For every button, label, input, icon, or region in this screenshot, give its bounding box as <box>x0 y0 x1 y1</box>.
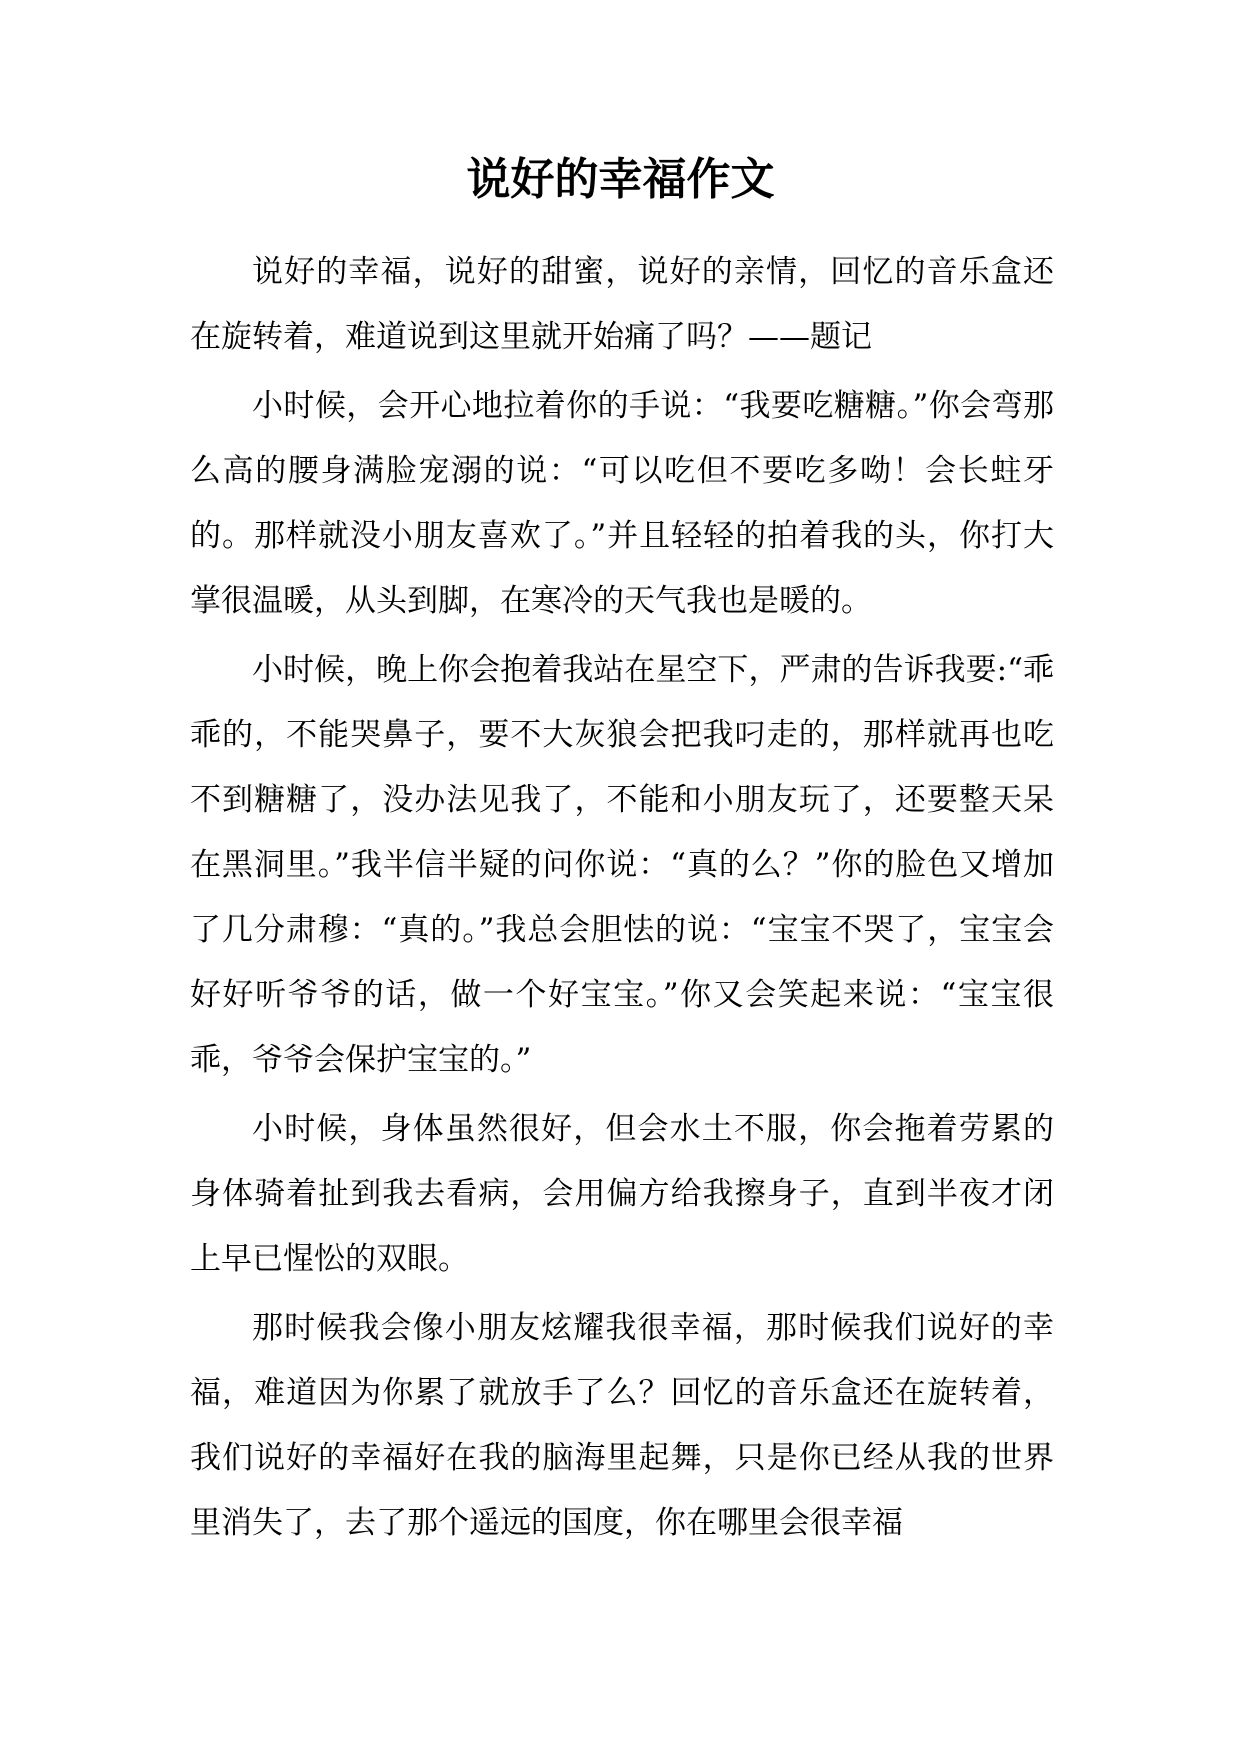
document-title: 说好的幸福作文 <box>466 154 775 205</box>
paragraph-happiness: 那时候我会像小朋友炫耀我很幸福，那时候我们说好的幸福，难道因为你累了就放手了么？回忆的音乐盒还在旋转着，我们说好的幸福好在我的脑海里起舞，只是你已经从我的世界里消失了，去了那个遥远的国度，你在哪里会很幸福 <box>190 1310 1054 1541</box>
paragraph-illness: 小时候，身体虽然很好，但会水土不服，你会拖着劳累的身体骑着扯到我去看病，会用偏方给我擦身子，直到半夜才闭上早已惺忪的双眼。 <box>190 1111 1054 1277</box>
paragraph-candy: 小时候，会开心地拉着你的手说：“我要吃糖糖。”你会弯那么高的腰身满脸宠溺的说：“可以吃但不要吃多呦！会长蛀牙的。那样就没小朋友喜欢了。”并且轻轻的拍着我的头，你打大掌很温暖，从头到脚，在寒冷的天气我也是暖的。 <box>190 388 1054 619</box>
paragraph-starry-sky: 小时候，晚上你会抱着我站在星空下，严肃的告诉我要:“乖乖的，不能哭鼻子，要不大灰狼会把我叼走的，那样就再也吃不到糖糖了，没办法见我了，不能和小朋友玩了，还要整天呆在黑洞里。”我半信半疑的问你说：“真的么？”你的脸色又增加了几分肃穆：“真的。”我总会胆怯的说：“宝宝不哭了，宝宝会好好听爷爷的话，做一个好宝宝。”你又会笑起来说：“宝宝很乖，爷爷会保护宝宝的。” <box>190 652 1054 1078</box>
document-body <box>190 240 1054 1560</box>
paragraph-epigraph: 说好的幸福，说好的甜蜜，说好的亲情，回忆的音乐盒还在旋转着，难道说到这里就开始痛了吗？——题记 <box>190 254 1054 355</box>
